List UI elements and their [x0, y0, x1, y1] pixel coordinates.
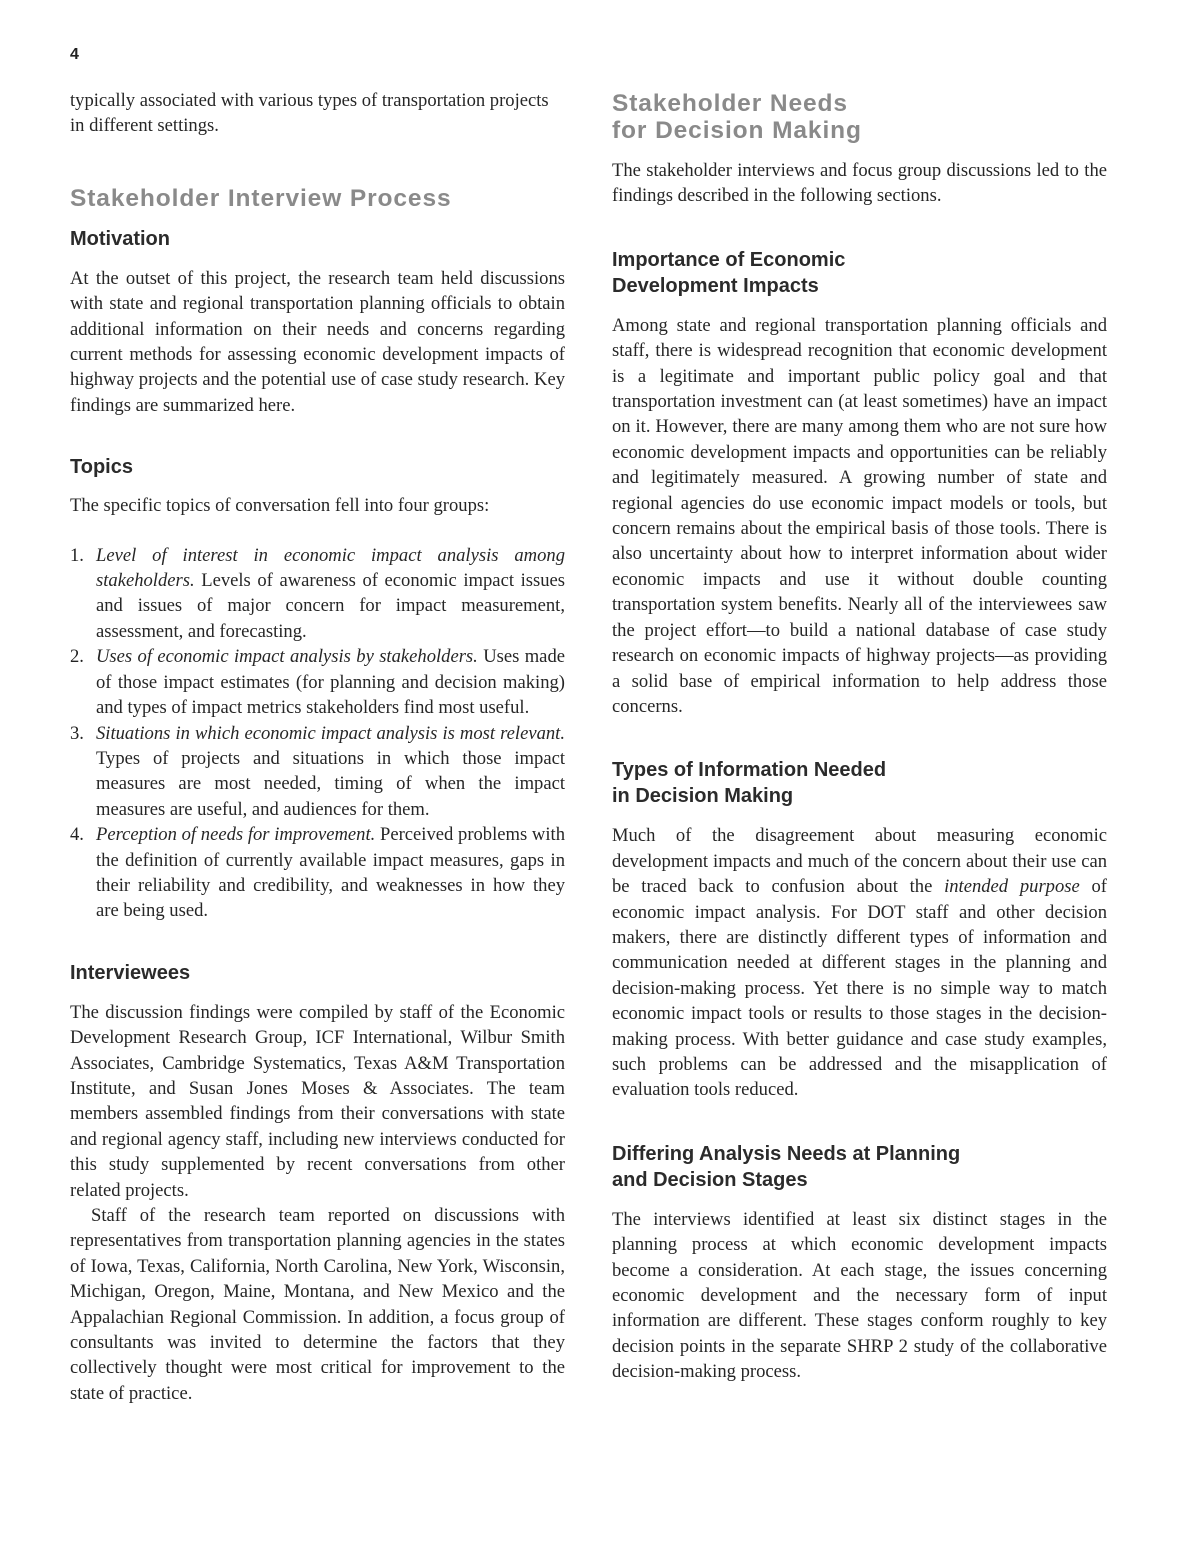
right-intro: The stakeholder interviews and focus group discussions led to the findings described in the following sections. — [612, 160, 1107, 207]
motivation-text: At the outset of this project, the research team held discussions with state and regional transportation planning officials to obtain additional information on their needs and concerns regarding current methods for assessing economic development impacts of highway projects and the potential use of case study research. Key findings are summarized here. — [70, 267, 565, 416]
list-item-title: Level of interest in economic impact analysis among stakeholders. — [96, 544, 565, 592]
topics-intro: The specific topics of conversation fell into four groups: — [70, 495, 490, 517]
types-text-b: of economic impact analysis. For DOT staff and other decision makers, there are distinctly different types of information and communication needed at different stages in the planning and decision-making process. Yet there is no simple way to match economic impact tools or results to those stages in the decision-making process. With better guidance and case study examples, such problems can be addressed and the misapplication of evaluation tools reduced. — [612, 876, 1107, 1101]
heading-line-2: and Decision Stages — [612, 1168, 808, 1191]
list-item-number: 3. — [70, 722, 84, 744]
list-item — [70, 721, 565, 823]
interviewees-text-2: Staff of the research team reported on discussions with representatives from transportation planning agencies in the states of Iowa, Texas, California, North Carolina, New York, Wisconsin, Michigan, Oregon, Maine, Montana, and New Mexico and the Appalachian Regional Commission. In addition, a focus group of consultants was invited to determine the factors that they collectively thought were most critical for improvement to the state of practice. — [70, 1205, 565, 1404]
list-item — [70, 644, 565, 720]
list-item — [70, 822, 565, 924]
list-item-title: Perception of needs for improvement. — [96, 824, 376, 846]
section-title-line-1: Stakeholder Needs — [612, 90, 848, 117]
left-column — [70, 88, 565, 1406]
types-text-emphasis: intended purpose — [944, 876, 1080, 898]
heading-line-2: in Decision Making — [612, 785, 794, 808]
heading-topics: Topics — [70, 456, 133, 479]
types-text-a: Much of the disagreement about measuring economic development impacts and much of the concern about their use can be traced back to confusion about the — [612, 825, 1107, 898]
heading-line-1: Types of Information Needed — [612, 759, 887, 782]
list-item-number: 4. — [70, 824, 84, 846]
heading-types-of-information — [612, 757, 1107, 809]
heading-interviewees: Interviewees — [70, 961, 191, 984]
section-title-line-2: for Decision Making — [612, 117, 862, 144]
types-text — [612, 823, 1107, 1102]
right-column — [612, 90, 1107, 1385]
heading-line-1: Importance of Economic — [612, 248, 846, 271]
section-title-interview-process: Stakeholder Interview Process — [70, 184, 452, 212]
interviewees-text-1: The discussion findings were compiled by staff of the Economic Development Research Group, ICF International, Wilbur Smith Associates, Cambridge Systematics, Texas A&M Transportation Institute, and Susan Jones Moses & Associates. The team members assembled findings from their conversations with state and regional agency staff, including new interviews conducted for this study supplemented by recent conversations from other related projects. — [70, 1001, 565, 1201]
page-number: 4 — [70, 46, 79, 63]
heading-motivation: Motivation — [70, 227, 170, 250]
list-item-text: Perceived problems with the definition of currently available impact measures, gaps in their reliability and credibility, and weaknesses in how they are being used. — [96, 824, 565, 922]
section-title-stakeholder-needs — [612, 90, 1107, 144]
list-item-text: Types of projects and situations in which those impact measures are most needed, timing of when the impact measures are useful, and audiences for them. — [96, 747, 565, 820]
intro-continuation: typically associated with various types of transportation projects in different settings. — [70, 90, 549, 137]
differing-text: The interviews identified at least six distinct stages in the planning process at which economic development impacts become a consideration. At each stage, the issues concerning economic development and the necessary form of input information are different. These stages conform roughly to key decision points in the separate SHRP 2 study of the collaborative decision-making process. — [612, 1208, 1107, 1383]
importance-text: Among state and regional transportation planning officials and staff, there is widespread recognition that economic development is a legitimate and important public policy goal and that transportation investment can (at least sometimes) have an impact on it. However, there are many among them who are not sure how economic development impacts and opportunities can be reliably and legitimately measured. A growing number of state and regional agencies do use economic impact models or tools, but concern remains about the empirical basis of those tools. There is also uncertainty about how to interpret information about wider economic impacts and use it without double counting transportation system benefits. Nearly all of the interviewees saw the project effort—to build a national database of case study research on economic impacts of highway projects—as providing a solid base of empirical information to help address those concerns. — [612, 314, 1107, 717]
list-item-title: Uses of economic impact analysis by stakeholders. — [96, 646, 478, 668]
list-item-number: 2. — [70, 646, 84, 668]
heading-differing-needs — [612, 1141, 1107, 1193]
heading-importance — [612, 247, 1107, 299]
heading-line-1: Differing Analysis Needs at Planning — [612, 1142, 961, 1165]
list-item-text: Levels of awareness of economic impact issues and issues of major concern for impact measurement, assessment, and forecasting. — [96, 570, 565, 642]
topics-list — [70, 543, 565, 924]
list-item-title: Situations in which economic impact analysis is most relevant. — [96, 722, 565, 744]
list-item — [70, 543, 565, 645]
list-item-text: Uses made of those impact estimates (for planning and decision making) and types of impact metrics stakeholders find most useful. — [96, 646, 565, 719]
heading-line-2: Development Impacts — [612, 274, 819, 297]
list-item-number: 1. — [70, 544, 84, 566]
